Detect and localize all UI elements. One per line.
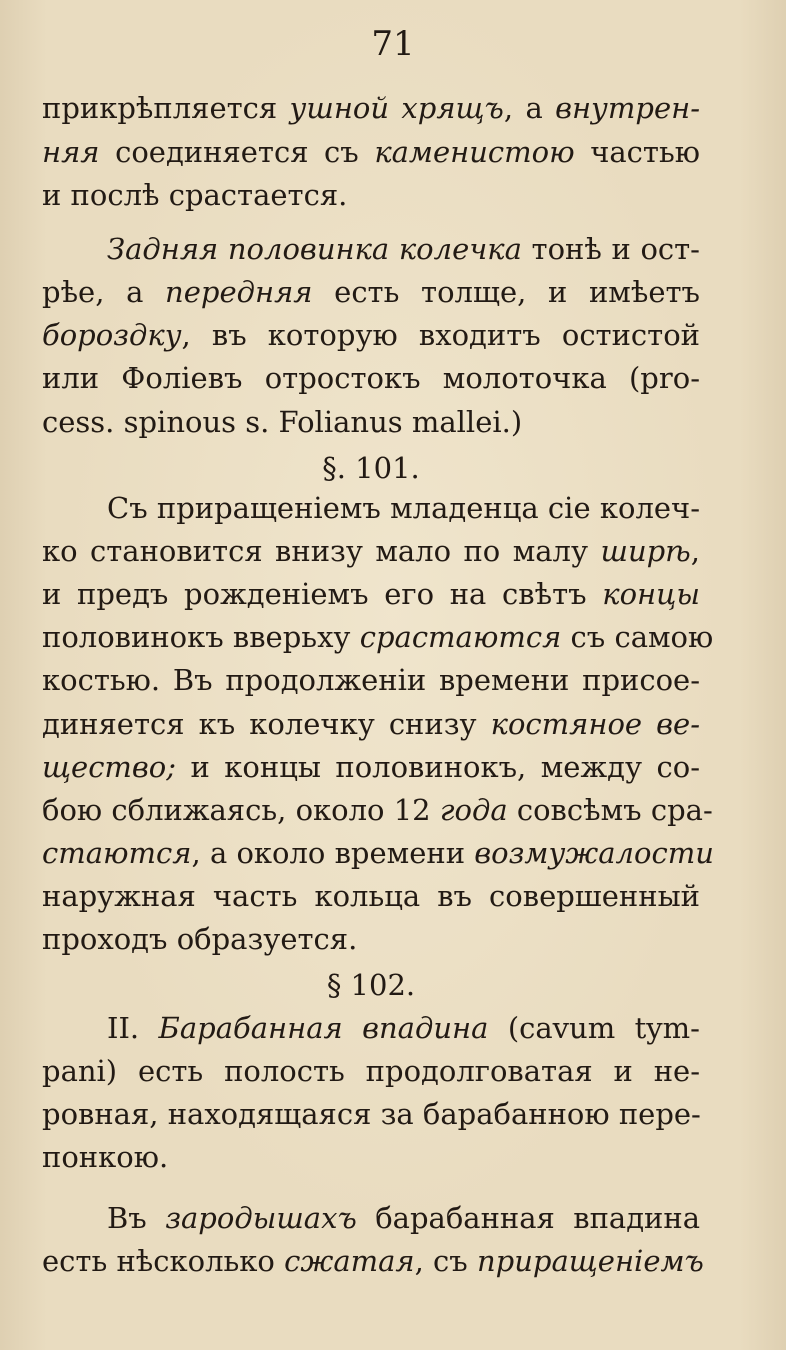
text-run: барабанная впадина	[356, 1201, 700, 1235]
text-run: §. 101.	[322, 451, 420, 485]
text-run: прикрѣпляется	[42, 91, 290, 125]
text-line	[42, 745, 700, 789]
italic-text: возмужалости	[474, 836, 714, 870]
text-run: , а около времени	[191, 836, 475, 870]
text-line	[42, 1049, 700, 1093]
italic-text: ширѣ	[600, 534, 691, 568]
italic-text: приращеніемъ	[476, 1244, 704, 1278]
text-run: , а	[503, 91, 556, 125]
text-run: Въ	[107, 1201, 166, 1235]
text-run: совсѣмъ сра-	[507, 793, 713, 827]
text-line	[42, 400, 700, 444]
italic-text: ушной хрящъ	[289, 91, 504, 125]
text-line	[42, 1239, 704, 1283]
text-run: диняется къ колечку снизу	[42, 707, 491, 741]
italic-text: Барабанная впадина	[158, 1011, 489, 1045]
text-run: бою сближаясь, около 12	[42, 793, 440, 827]
italic-text: стаются	[42, 836, 192, 870]
text-run: соединяется съ	[99, 135, 375, 169]
text-run: cess. spinous s. Folianus mallei.)	[42, 405, 523, 439]
text-run: или Фоліевъ отростокъ молоточка (pro-	[42, 361, 700, 395]
text-run: и концы половинокъ, между со-	[176, 750, 700, 784]
text-line	[42, 356, 700, 400]
italic-text: каменистою	[374, 135, 575, 169]
text-run: , въ которую входитъ остистой	[181, 318, 700, 352]
text-line	[42, 917, 700, 961]
text-line	[107, 1196, 700, 1240]
italic-text: няя	[42, 135, 100, 169]
text-run: частью	[574, 135, 700, 169]
italic-text: концы	[602, 577, 700, 611]
text-run: рѣе, а	[42, 275, 166, 309]
text-run: ровная, находящаяся за барабанною пере-	[42, 1097, 701, 1131]
text-run: половинокъ вверьху	[42, 620, 360, 654]
text-line	[107, 227, 700, 271]
text-line	[42, 1135, 700, 1179]
italic-text: передняя	[165, 275, 313, 309]
text-line	[42, 86, 700, 130]
text-line	[42, 270, 700, 314]
text-run: II.	[107, 1011, 159, 1045]
text-run: (cavum tym-	[488, 1011, 700, 1045]
italic-text: срастаются	[359, 620, 562, 654]
text-run: съ самою	[561, 620, 714, 654]
text-line	[107, 1006, 700, 1050]
text-line	[42, 572, 700, 616]
italic-text: года	[439, 793, 508, 827]
italic-text: костяное ве-	[490, 707, 700, 741]
italic-text: сжатая	[284, 1244, 415, 1278]
text-run: есть толще, и имѣетъ	[312, 275, 700, 309]
text-run: , съ	[414, 1244, 477, 1278]
italic-text: зародышахъ	[165, 1201, 357, 1235]
text-line	[42, 1092, 700, 1136]
text-line	[42, 788, 713, 832]
text-run: наружная часть кольца въ совершенный	[42, 879, 700, 913]
text-run: и послѣ срастается.	[42, 178, 348, 212]
italic-text: щество;	[42, 750, 177, 784]
text-run: Съ приращеніемъ младенца сіе колеч-	[107, 491, 700, 525]
text-line	[42, 313, 700, 357]
text-run: § 102.	[326, 968, 416, 1002]
text-line	[42, 702, 700, 746]
page-number: 71	[371, 24, 415, 64]
text-line	[42, 658, 700, 702]
text-line	[107, 486, 700, 530]
text-run: проходъ образуется.	[42, 922, 358, 956]
text-line	[42, 130, 700, 174]
section-heading	[42, 963, 700, 1007]
text-run: и предъ рожденіемъ его на свѣтъ	[42, 577, 603, 611]
text-run: ко становится внизу мало по малу	[42, 534, 601, 568]
text-run: есть нѣсколько	[42, 1244, 285, 1278]
text-run: костью. Въ продолженіи времени присое-	[42, 663, 700, 697]
italic-text: Задняя половинка колечка	[107, 232, 522, 266]
text-run: ,	[690, 534, 700, 568]
section-heading	[42, 446, 700, 490]
text-run: тонѣ и ост-	[521, 232, 700, 266]
text-run: понкою.	[42, 1140, 169, 1174]
text-line	[42, 615, 714, 659]
text-line	[42, 529, 700, 573]
text-line	[42, 874, 700, 918]
italic-text: бороздку	[42, 318, 182, 352]
text-line	[42, 831, 714, 875]
text-run: pani) есть полость продолговатая и не-	[42, 1054, 700, 1088]
italic-text: внутрен-	[555, 91, 701, 125]
text-line	[42, 173, 700, 217]
